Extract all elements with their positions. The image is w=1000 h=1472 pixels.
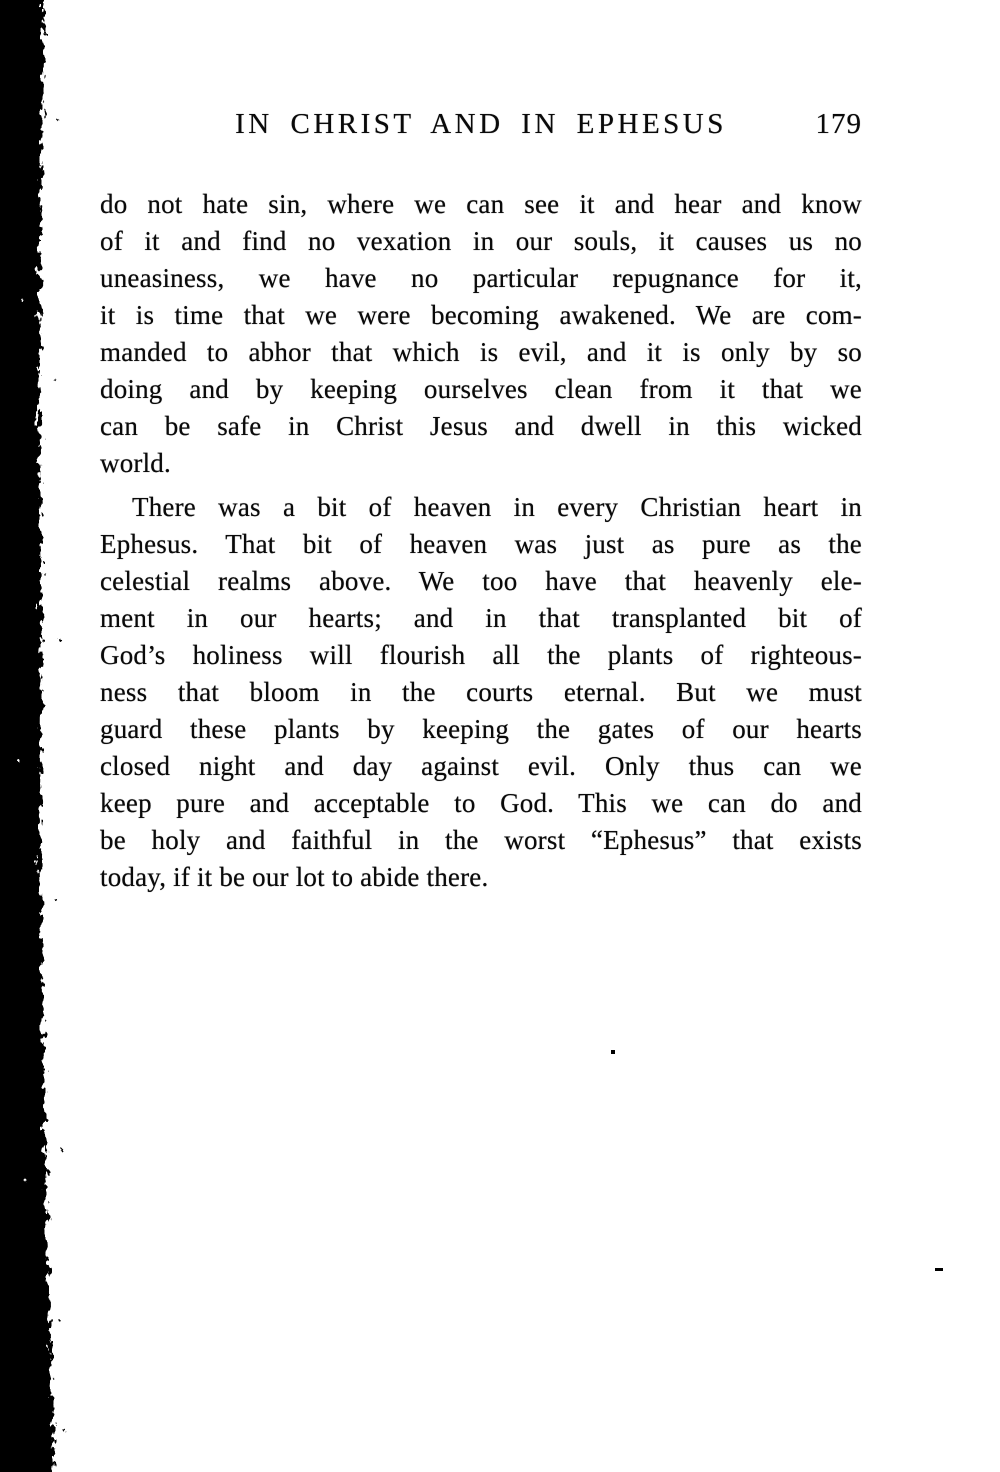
text-line: world.: [100, 448, 171, 478]
text-line: it is time that we were becoming awakened. We are com-: [100, 300, 862, 330]
scan-speck-dot: [611, 1050, 615, 1054]
paragraph: [100, 186, 862, 482]
text-line: today, if it be our lot to abide there.: [100, 862, 489, 892]
text-line: doing and by keeping ourselves clean from it that we: [100, 374, 862, 404]
scan-noise-white-specks: [17, 299, 26, 1181]
text-line: uneasiness, we have no particular repugnance for it,: [100, 263, 862, 293]
text-line: Ephesus. That bit of heaven was just as pure as the: [100, 529, 862, 559]
text-line: There was a bit of heaven in every Christian heart in: [132, 492, 862, 522]
running-header: [100, 106, 862, 146]
text-line: of it and find no vexation in our souls, it causes us no: [100, 226, 862, 256]
text-line: God’s holiness will flourish all the plants of righteous-: [100, 640, 862, 670]
running-header-title: IN CHRIST AND IN EPHESUS: [235, 108, 727, 140]
text-line: celestial realms above. We too have that heavenly ele-: [100, 566, 862, 596]
page-content: [100, 0, 862, 896]
text-line: closed night and day against evil. Only thus can we: [100, 751, 862, 781]
text-line: ness that bloom in the courts eternal. But we must: [100, 677, 862, 707]
text-line: do not hate sin, where we can see it and hear and know: [100, 189, 862, 219]
text-line: guard these plants by keeping the gates of our hearts: [100, 714, 862, 744]
text-line: ment in our hearts; and in that transplanted bit of: [100, 603, 862, 633]
text-line: keep pure and acceptable to God. This we can do and: [100, 788, 862, 818]
text-line: be holy and faithful in the worst “Ephesus” that exists: [100, 825, 862, 855]
page-number: 179: [815, 108, 862, 140]
text-line: manded to abhor that which is evil, and it is only by so: [100, 337, 862, 367]
scan-speck-dash: [935, 1268, 943, 1271]
text-line: can be safe in Christ Jesus and dwell in this wicked: [100, 411, 862, 441]
binding-edge-shape: [0, 0, 55, 1472]
scan-noise-specks: [54, 119, 66, 1432]
scan-binding-edge: [0, 0, 90, 1472]
paragraph: [100, 489, 862, 896]
